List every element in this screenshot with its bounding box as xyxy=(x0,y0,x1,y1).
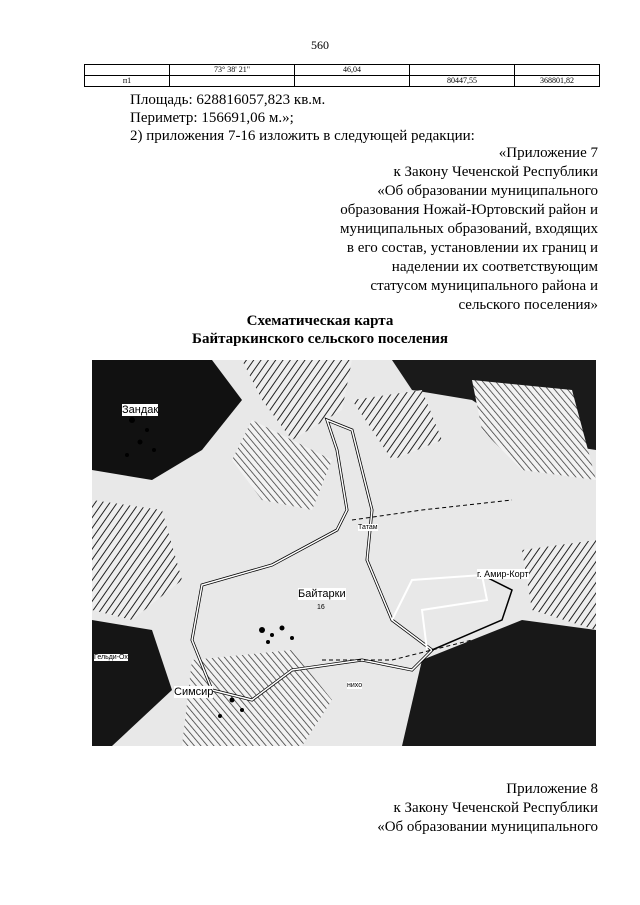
appendix-line: сельского поселения» xyxy=(458,297,598,313)
table-cell: 80447,55 xyxy=(410,76,515,87)
table-cell xyxy=(295,76,410,87)
appendix-7-header xyxy=(340,144,598,315)
map-title xyxy=(0,312,640,348)
table-row xyxy=(85,65,600,76)
appendix-line: наделении их соответствующим xyxy=(391,259,598,275)
appendix-line: «Об образовании муниципального xyxy=(377,819,598,835)
map-label-small: 16 xyxy=(317,604,325,611)
table-cell: 368801,82 xyxy=(515,76,600,87)
map-label-tatam: Татам xyxy=(358,524,378,531)
appendix-8-header xyxy=(377,780,598,837)
map-label-zandak: Зандак xyxy=(122,404,159,416)
coordinates-table xyxy=(84,64,600,87)
area-line: Площадь: 628816057,823 кв.м. xyxy=(130,92,326,108)
appendix-line: к Закону Чеченской Республики xyxy=(393,800,598,816)
map-label-simsir: Симсир xyxy=(174,686,214,698)
appendix-line: Приложение 8 xyxy=(506,781,598,797)
table-cell: 46,04 xyxy=(295,65,410,76)
map-title-line: Байтаркинского сельского поселения xyxy=(192,331,448,347)
table-row xyxy=(85,76,600,87)
map-label-amir-kort: г. Амир-Корт xyxy=(477,569,529,579)
table-cell xyxy=(85,65,170,76)
schematic-map xyxy=(92,360,596,746)
appendix-line: образования Ножай-Юртовский район и xyxy=(340,202,598,218)
table-cell: 73° 38' 21" xyxy=(170,65,295,76)
table-cell xyxy=(410,65,515,76)
appendix-line: в его состав, установлении их границ и xyxy=(346,240,598,256)
table-cell xyxy=(515,65,600,76)
table-cell: п1 xyxy=(85,76,170,87)
topographic-map-image xyxy=(92,360,596,746)
edit-instruction-line: 2) приложения 7-16 изложить в следующей редакции: xyxy=(130,128,475,144)
map-label-gelde-okh: Гельди-Ох xyxy=(94,654,128,661)
map-title-line: Схематическая карта xyxy=(246,313,394,329)
perimeter-line: Периметр: 156691,06 м.»; xyxy=(130,110,294,126)
map-label-ikho: нихо xyxy=(347,682,363,689)
page-number: 560 xyxy=(311,38,329,52)
appendix-line: статусом муниципального района и xyxy=(370,278,598,294)
appendix-line: муниципальных образований, входящих xyxy=(339,221,598,237)
map-label-baitarki: Байтарки xyxy=(298,588,346,600)
appendix-line: «Приложение 7 xyxy=(498,145,598,161)
appendix-line: «Об образовании муниципального xyxy=(377,183,598,199)
appendix-line: к Закону Чеченской Республики xyxy=(393,164,598,180)
table-cell xyxy=(170,76,295,87)
